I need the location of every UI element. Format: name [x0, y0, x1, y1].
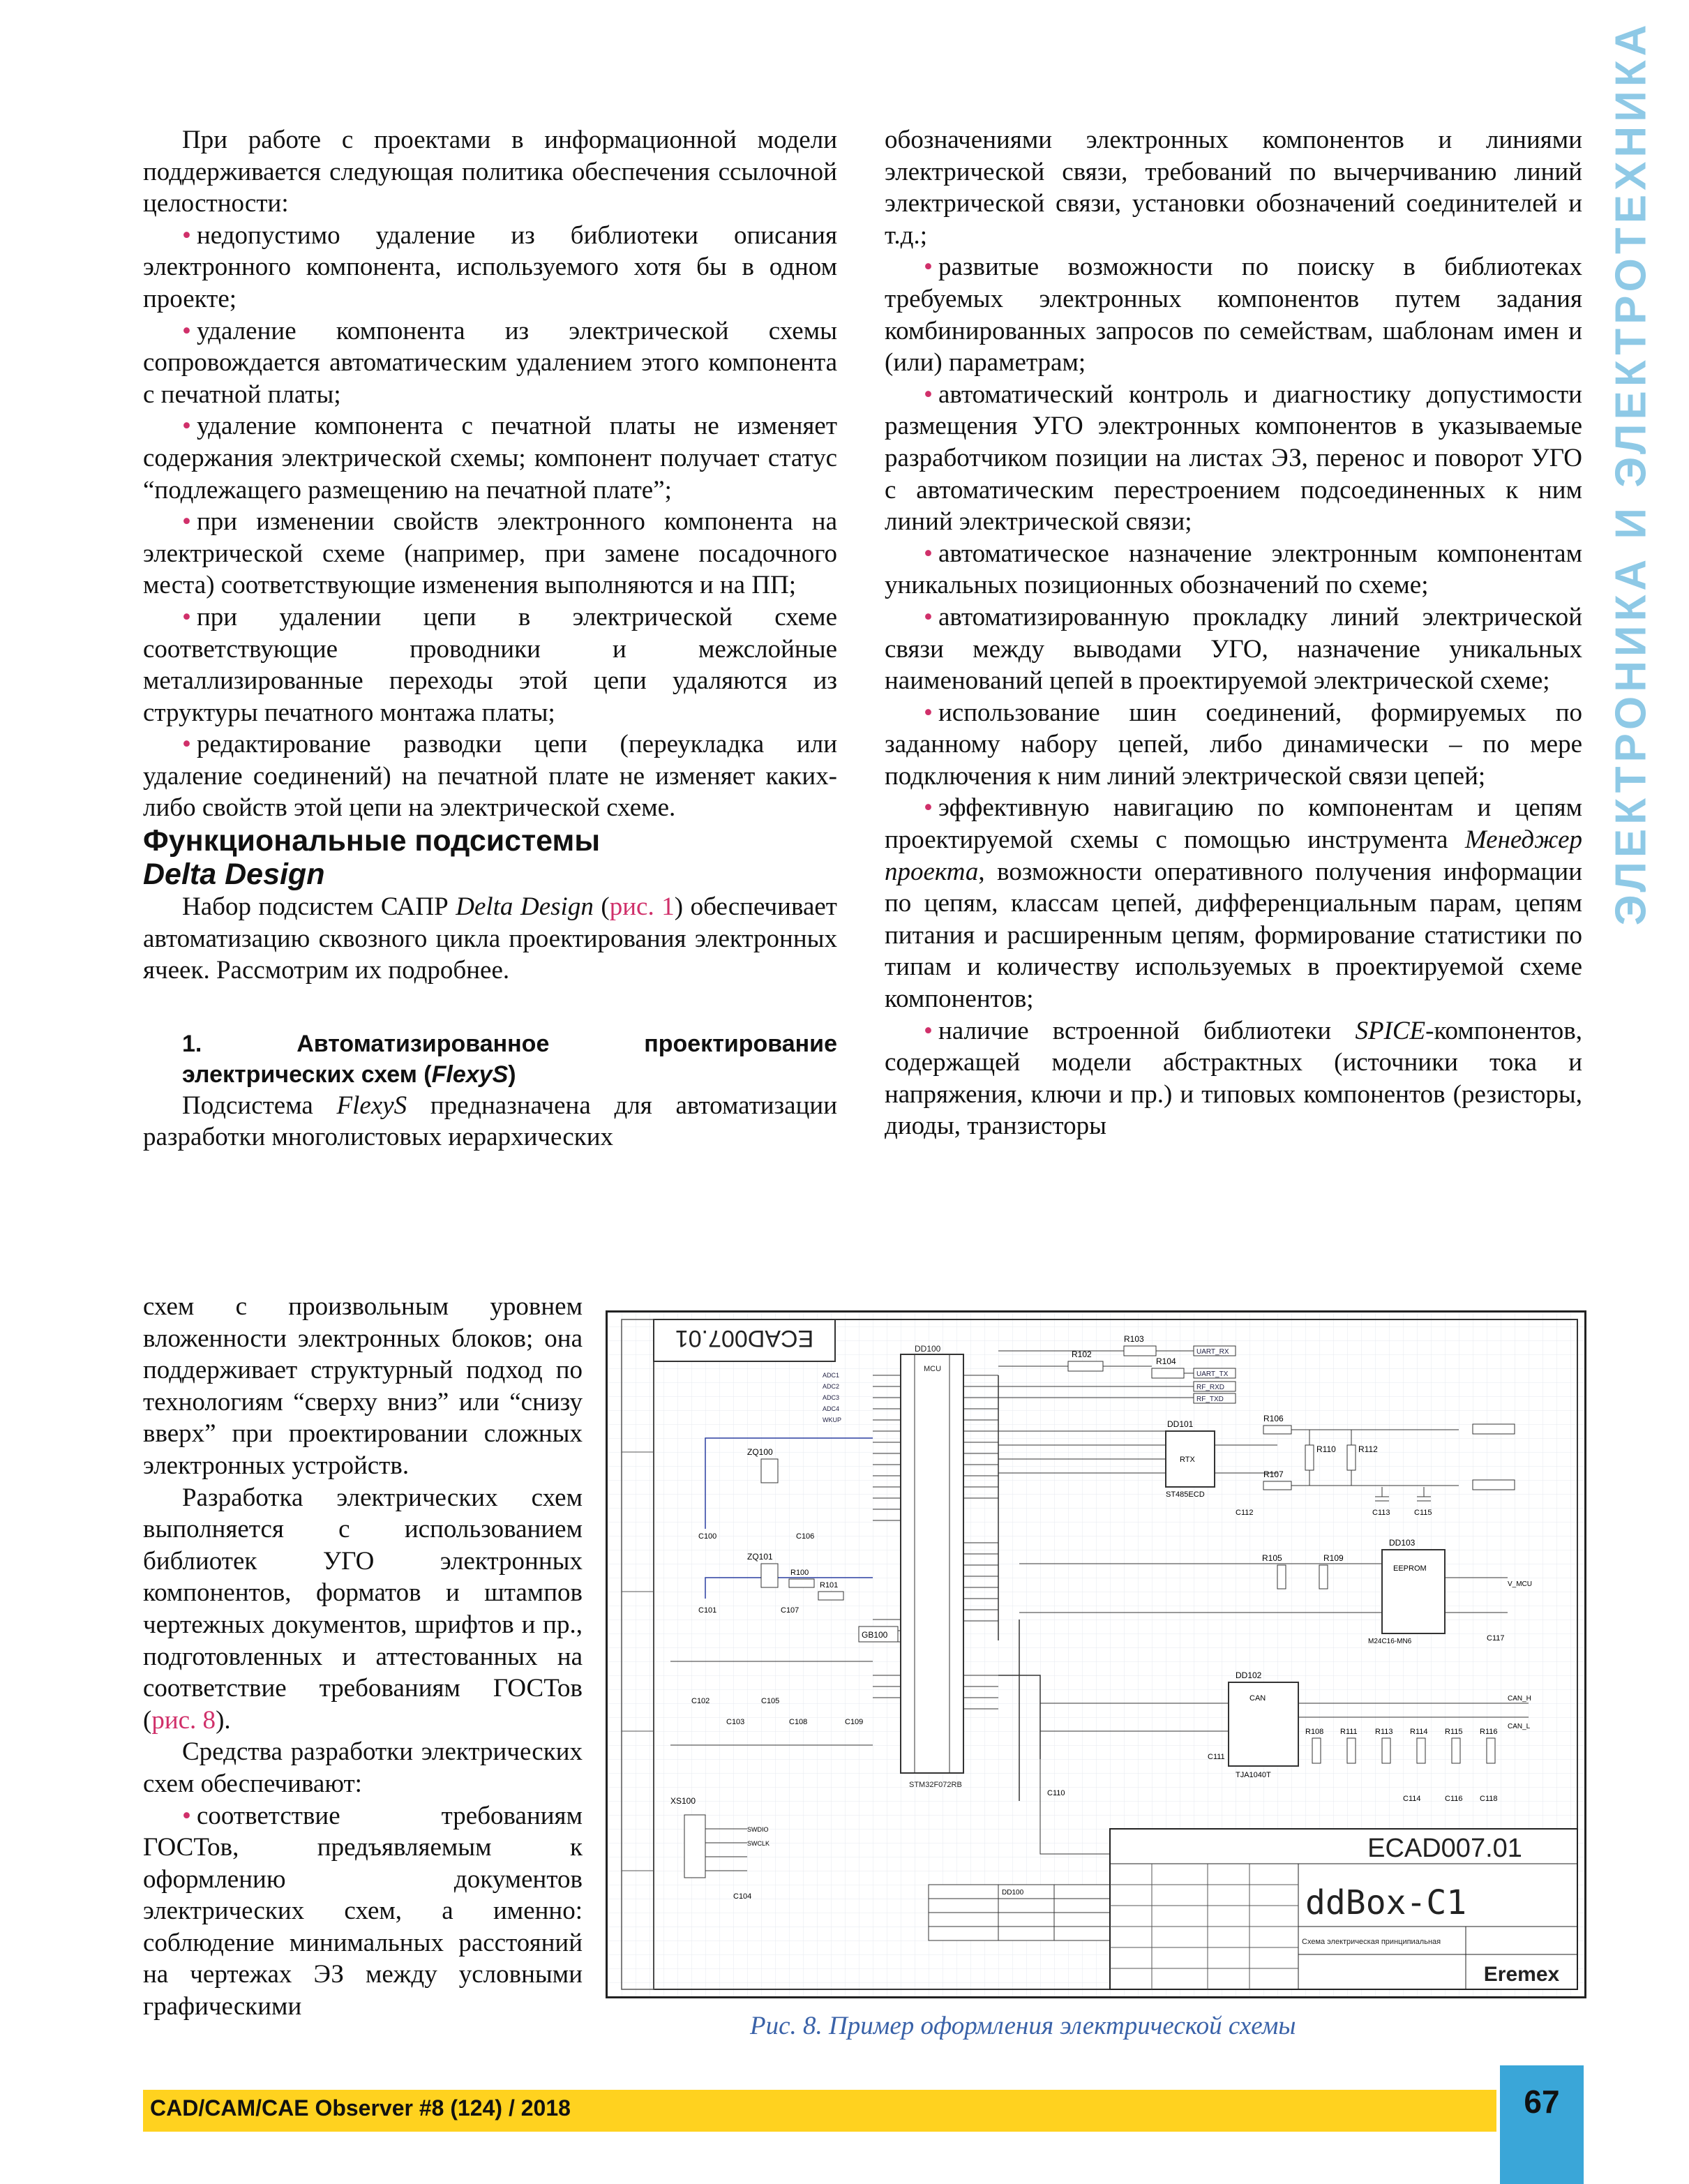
right-bullet: • развитые возможности по поиску в библиотеках требуемых электронных компонентов путем задания комбинированных запросов по семействам, шаблонам имен и (или) параметрам;: [885, 253, 1582, 377]
right-bullet: • наличие встроенной библиотеки SPICE-компонентов, содержащей модели абстрактных (источники тока и напряжения, ключи и пр.) и типовых компонентов (резисторы, диоды, транзисторы: [885, 1016, 1582, 1141]
svg-text:UART_RX: UART_RX: [1196, 1348, 1229, 1356]
svg-text:GB100: GB100: [862, 1630, 888, 1640]
section-heading: Функциональные подсистемы Delta Design: [143, 824, 601, 892]
mcu-name: MCU: [924, 1365, 942, 1373]
left-bullet: • при удалении цепи в электрической схеме соответствующие проводники и межслойные металлизированные переходы этой цепи удаляются из структуры печатного монтажа платы;: [143, 602, 837, 727]
quartz-zq100: [761, 1459, 778, 1483]
flexys-paragraph-cont: схем с произвольным уровнем вложенности электронных блоков; она поддерживает структурный подход по технологиям “сверху вниз” или “снизу вверх” при проектировании сложных электронных устройств.: [143, 1292, 583, 1480]
svg-text:ST485ECD: ST485ECD: [1166, 1490, 1205, 1499]
top-stamp-text: ECAD007.01: [675, 1325, 814, 1352]
svg-text:C118: C118: [1480, 1795, 1498, 1803]
bullet-icon: •: [924, 539, 933, 568]
svg-text:UART_TX: UART_TX: [1196, 1370, 1229, 1378]
eeprom-chip: [1382, 1550, 1445, 1633]
svg-text:C107: C107: [781, 1606, 800, 1615]
svg-text:R113: R113: [1375, 1728, 1393, 1736]
mcu-chip: [901, 1354, 963, 1773]
svg-text:DD102: DD102: [1236, 1670, 1262, 1680]
mcu-part: STM32F072RB: [909, 1781, 962, 1789]
right-bullet: • эффективную навигацию по компонентам и цепям проектируемой схемы с помощью инструмента Менеджер проекта, возможности оперативного получения информации по цепям, классам цепей, дифференциальным парам, цепям питания и расширенным цепям, формирование статистики по типам и количеству используемых в проектируемой схеме компонентов;: [885, 793, 1582, 1014]
bullet-icon: •: [182, 602, 191, 631]
figure-reference-link[interactable]: рис. 1: [609, 892, 675, 922]
left-bullet: • редактирование разводки цепи (переукладка или удаление соединений) на печатной плате не изменяет каких-либо свойств этой цепи на электрической схеме.: [143, 730, 837, 823]
page-number: 67: [1524, 2084, 1560, 2120]
svg-text:TJA1040T: TJA1040T: [1236, 1771, 1271, 1779]
svg-text:R112: R112: [1358, 1444, 1378, 1454]
svg-text:R111: R111: [1340, 1728, 1358, 1736]
svg-text:C117: C117: [1487, 1634, 1505, 1643]
left-bullet: • недопустимо удаление из библиотеки описания электронного компонента, используемого хотя бы в одном проекте;: [143, 220, 837, 313]
overview-paragraph: Набор подсистем САПР Delta Design (рис. 1) обеспечивает автоматизацию сквозного цикла проектирования электронных ячеек. Рассмотрим их подробнее.: [143, 892, 837, 985]
svg-text:CAN_H: CAN_H: [1508, 1695, 1531, 1703]
right-bullet: • использование шин соединений, формируемых по заданному набору цепей, либо динамически – по мере подключения к ним линий электрической связи цепей;: [885, 698, 1582, 791]
svg-text:RF_RXD: RF_RXD: [1196, 1384, 1225, 1391]
left-column-narrow: [143, 1291, 583, 2023]
bullet-icon: •: [182, 1801, 191, 1830]
bullet-icon: •: [924, 1016, 933, 1045]
title-block-code: ECAD007.01: [1367, 1834, 1522, 1863]
resistor-r104: [1152, 1368, 1184, 1378]
resistor-r109: [1319, 1565, 1328, 1589]
svg-text:ADC1: ADC1: [823, 1372, 840, 1379]
narrow-bullet: • соответствие требованиям ГОСТов, предъявляемым к оформлению документов электрических схем, а именно: соблюдение минимальных расстояний на чертежах ЭЗ между условными графическими: [143, 1801, 583, 2021]
svg-text:ZQ101: ZQ101: [747, 1552, 773, 1562]
svg-text:C113: C113: [1372, 1509, 1390, 1517]
svg-text:R114: R114: [1410, 1728, 1428, 1736]
left-column: [143, 124, 837, 1153]
mcu-ref: DD100: [915, 1344, 941, 1354]
uart-nets: [1194, 1346, 1236, 1403]
bullet-icon: •: [182, 412, 191, 441]
resistor-r100: [789, 1579, 814, 1587]
section-sidebar-title: [1603, 20, 1659, 926]
flexys-paragraph: Подсистема FlexyS предназначена для автоматизации разработки многолистовых иерархических: [143, 1091, 837, 1152]
bullet-icon: •: [924, 602, 933, 631]
left-bullet: • удаление компонента из электрической схемы сопровождается автоматическим удалением этого компонента с печатной платы;: [143, 316, 837, 409]
figure-caption: Рис. 8. Пример оформления электрической схемы: [750, 2012, 1296, 2040]
figure-reference-link[interactable]: рис. 8: [151, 1705, 216, 1735]
svg-text:R103: R103: [1124, 1334, 1144, 1344]
svg-text:CAN: CAN: [1249, 1694, 1266, 1703]
intro-paragraph: При работе с проектами в информационной модели поддерживается следующая политика обеспечения ссылочной целостности:: [143, 126, 837, 218]
svg-text:ZQ100: ZQ100: [747, 1447, 773, 1457]
resistor-r112: [1347, 1445, 1356, 1470]
schematic-figure: [606, 1310, 1586, 1998]
svg-text:C116: C116: [1445, 1795, 1463, 1803]
svg-text:XS100: XS100: [670, 1796, 696, 1806]
bullet-icon: •: [924, 793, 933, 823]
svg-text:EEPROM: EEPROM: [1393, 1564, 1427, 1573]
svg-text:C109: C109: [845, 1718, 864, 1726]
svg-text:C115: C115: [1414, 1509, 1432, 1517]
resistor-r102: [1068, 1361, 1103, 1371]
tools-paragraph: Средства разработки электрических схем обеспечивают:: [143, 1737, 583, 1798]
bullet-icon: •: [924, 698, 933, 727]
right-continuation: обозначениями электронных компонентов и линиями электрической связи, требований по вычерчиванию линий электрической связи, установки обозначений соединителей и т.д.;: [885, 126, 1582, 250]
resistor-r105: [1277, 1565, 1286, 1589]
svg-text:R102: R102: [1072, 1349, 1092, 1359]
svg-text:C103: C103: [726, 1718, 745, 1726]
svg-text:ADC3: ADC3: [823, 1394, 840, 1401]
bullet-icon: •: [182, 220, 191, 250]
svg-text:RTX: RTX: [1180, 1456, 1195, 1464]
svg-text:R108: R108: [1305, 1728, 1324, 1736]
svg-text:C112: C112: [1236, 1509, 1254, 1517]
subsection-heading: 1. Автоматизированное проектирование электрических схем (FlexyS): [182, 1030, 837, 1088]
svg-text:C102: C102: [691, 1697, 710, 1705]
svg-text:C101: C101: [698, 1606, 717, 1615]
bullet-icon: •: [182, 316, 191, 345]
svg-text:C106: C106: [796, 1532, 815, 1541]
title-block-company: Eremex: [1483, 1963, 1560, 1986]
right-bullet: • автоматическое назначение электронным компонентам уникальных позиционных обозначений по схеме;: [885, 539, 1582, 600]
svg-text:R107: R107: [1263, 1469, 1284, 1479]
resistor-r101: [818, 1592, 843, 1600]
journal-name: CAD/CAM/CAE Observer #8 (124) / 2018: [150, 2095, 571, 2121]
resistor-r110: [1305, 1445, 1314, 1470]
schematic-svg: [608, 1312, 1584, 1996]
right-column: [885, 124, 1582, 1142]
resistor-r107: [1263, 1481, 1291, 1490]
svg-text:M24C16-MN6: M24C16-MN6: [1368, 1638, 1412, 1645]
svg-text:C111: C111: [1208, 1753, 1225, 1761]
svg-text:V_MCU: V_MCU: [1508, 1580, 1533, 1588]
svg-text:WKUP: WKUP: [823, 1416, 841, 1423]
svg-text:R109: R109: [1323, 1553, 1344, 1563]
svg-text:SWDIO: SWDIO: [747, 1826, 769, 1833]
bullet-icon: •: [182, 507, 191, 537]
svg-text:R110: R110: [1316, 1444, 1336, 1454]
svg-text:CAN_L: CAN_L: [1508, 1723, 1531, 1730]
svg-text:C105: C105: [761, 1697, 780, 1705]
right-bullet: • автоматический контроль и диагностику допустимости размещения УГО электронных компонентов в указываемые разработчиком позиции на листах ЭЗ, перенос и поворот УГО с автоматическим перестроением подсоединенных к ним линий электрической связи;: [885, 380, 1582, 537]
svg-text:C108: C108: [789, 1718, 808, 1726]
svg-text:R116: R116: [1480, 1728, 1498, 1736]
svg-text:C104: C104: [733, 1892, 752, 1901]
svg-text:R105: R105: [1262, 1553, 1282, 1563]
title-block: [1110, 1829, 1577, 1989]
svg-text:C114: C114: [1403, 1795, 1421, 1803]
svg-text:RF_TXD: RF_TXD: [1196, 1396, 1224, 1403]
title-block-name: ddBox-C1: [1305, 1883, 1467, 1922]
connector-xs100: [684, 1815, 705, 1878]
svg-text:R101: R101: [820, 1581, 839, 1590]
svg-text:R104: R104: [1156, 1356, 1176, 1366]
svg-text:R115: R115: [1445, 1728, 1463, 1736]
section-title-text: ЭЛЕКТРОНИКА И ЭЛЕКТРОТЕХНИКА: [1607, 20, 1656, 926]
svg-text:R106: R106: [1263, 1414, 1284, 1423]
bullet-icon: •: [924, 253, 933, 282]
svg-text:ADC4: ADC4: [823, 1405, 840, 1412]
svg-text:ADC2: ADC2: [823, 1383, 840, 1390]
svg-text:C100: C100: [698, 1532, 717, 1541]
bullet-icon: •: [182, 730, 191, 759]
svg-text:Схема электрическая принципиал: Схема электрическая принципиальная: [1302, 1938, 1441, 1946]
svg-text:DD100: DD100: [1002, 1889, 1024, 1897]
svg-text:DD101: DD101: [1167, 1419, 1194, 1429]
bullet-icon: •: [924, 380, 933, 409]
svg-text:C110: C110: [1047, 1789, 1065, 1797]
quartz-zq101: [761, 1564, 778, 1587]
left-bullet: • при изменении свойств электронного компонента на электрической схеме (например, при замене посадочного места) соответствующие изменения выполняются и на ПП;: [143, 507, 837, 600]
svg-text:DD103: DD103: [1389, 1538, 1416, 1548]
svg-text:R100: R100: [790, 1569, 809, 1577]
resistor-r106: [1263, 1426, 1291, 1434]
left-bullet: • удаление компонента с печатной платы не изменяет содержания электрической схемы; компонент получает статус “подлежащего размещению на печатной плате”;: [143, 412, 837, 504]
svg-text:SWCLK: SWCLK: [747, 1840, 770, 1847]
resistor-r103: [1124, 1346, 1156, 1356]
libraries-paragraph: Разработка электрических схем выполняется с использованием библиотек УГО электронных компонентов, форматов и штампов чертежных документов, шрифтов и пр., подготовленных и аттестованных на соответствие требованиям ГОСТов (рис. 8).: [143, 1483, 583, 1735]
right-bullet: • автоматизированную прокладку линий электрической связи между выводами УГО, назначение уникальных наименований цепей в проектируемой электрической схеме;: [885, 602, 1582, 696]
